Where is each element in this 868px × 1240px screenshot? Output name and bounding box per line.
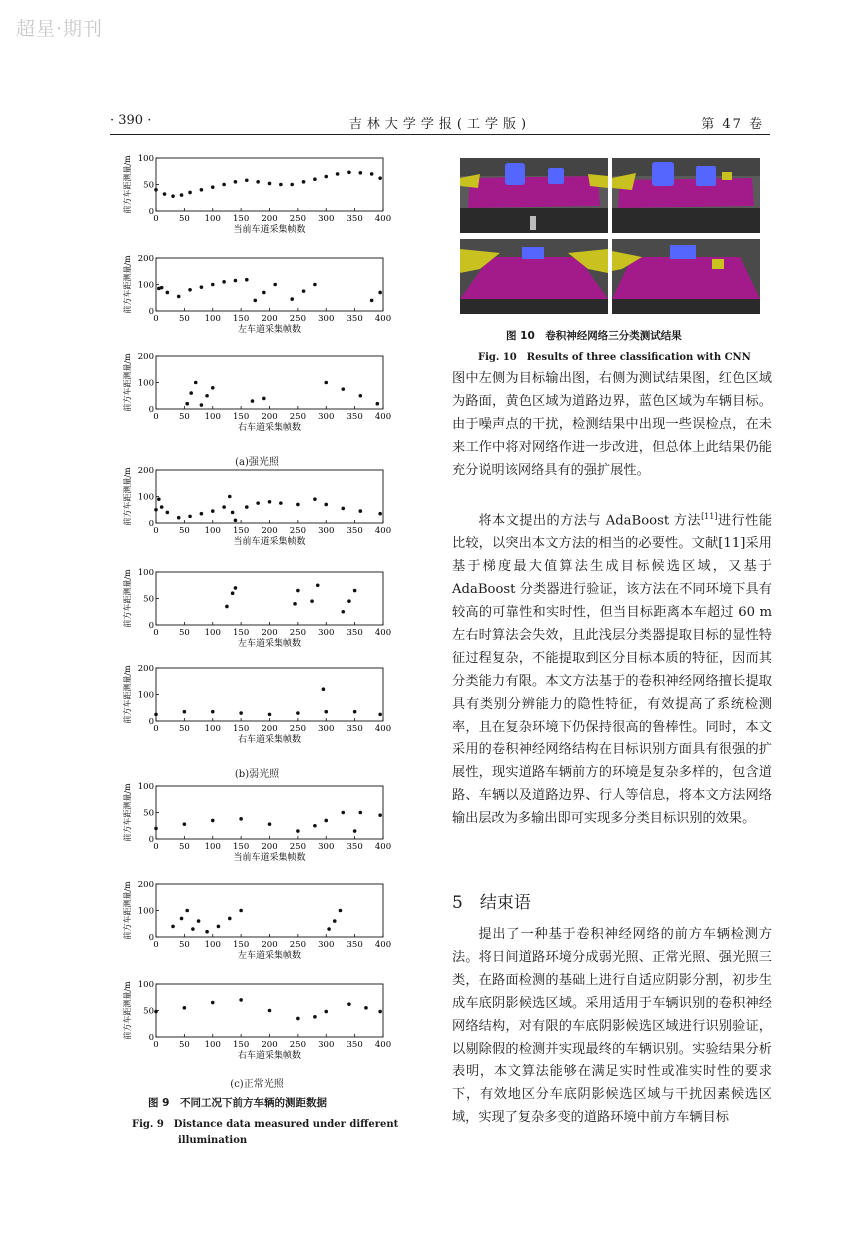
- running-header: [110, 110, 770, 134]
- page-number: · 390 ·: [110, 113, 152, 128]
- data-point: [188, 191, 192, 195]
- data-point: [327, 927, 331, 931]
- data-point: [197, 919, 201, 923]
- x-tick-label: 300: [318, 314, 335, 324]
- data-point: [324, 819, 328, 823]
- y-tick-label: 0: [148, 835, 154, 845]
- data-point: [268, 822, 272, 826]
- data-point: [154, 508, 158, 512]
- data-point: [378, 713, 382, 717]
- x-tick-label: 250: [289, 1040, 306, 1050]
- data-point: [296, 829, 300, 833]
- x-tick-label: 100: [204, 628, 221, 638]
- x-tick-label: 200: [261, 842, 278, 852]
- group-label-b: (b)弱光照: [234, 769, 280, 780]
- figure-10-caption-cn: 图 10 卷积神经网络三分类测试结果: [506, 330, 682, 342]
- distance-plot-a1: [122, 152, 392, 241]
- data-point: [268, 182, 272, 186]
- x-tick-label: 0: [153, 628, 159, 638]
- x-tick-label: 300: [318, 412, 335, 422]
- x-tick-label: 50: [178, 842, 190, 852]
- x-tick-label: 400: [374, 1040, 392, 1050]
- data-point: [239, 817, 243, 821]
- x-tick-label: 250: [289, 526, 306, 536]
- data-point: [268, 713, 272, 717]
- watermark: 超星·期刊: [16, 18, 104, 40]
- x-tick-label: 150: [233, 724, 250, 734]
- data-point: [239, 909, 243, 913]
- data-point: [353, 710, 357, 714]
- data-point: [154, 827, 158, 831]
- data-point: [256, 180, 260, 184]
- data-point: [185, 909, 189, 913]
- y-tick-label: 0: [148, 519, 154, 529]
- y-tick-label: 0: [148, 717, 154, 727]
- y-axis-label: 前方车距测量/m: [123, 665, 132, 724]
- y-axis-label: 前方车距测量/m: [123, 467, 132, 526]
- x-tick-label: 350: [346, 214, 363, 224]
- data-point: [245, 178, 249, 182]
- data-point: [290, 183, 294, 187]
- x-tick-label: 350: [346, 628, 363, 638]
- x-axis-label: 左车道采集帧数: [237, 951, 302, 961]
- data-point: [222, 505, 226, 509]
- data-point: [183, 822, 187, 826]
- data-point: [290, 297, 294, 301]
- x-tick-label: 250: [289, 314, 306, 324]
- figure-9-caption-en-2: illumination: [178, 1135, 248, 1146]
- data-point: [341, 387, 345, 391]
- data-point: [268, 1009, 272, 1013]
- x-tick-label: 250: [289, 412, 306, 422]
- data-point: [231, 511, 235, 515]
- figure-10-caption-en: Fig. 10 Results of three classification with CNN: [478, 352, 751, 363]
- road-scene-3: [460, 239, 608, 314]
- x-tick-label: 350: [346, 412, 363, 422]
- data-point: [163, 192, 167, 196]
- x-axis-label: 当前车道采集帧数: [233, 853, 306, 863]
- data-point: [359, 509, 363, 513]
- data-point: [364, 1006, 368, 1010]
- x-tick-label: 150: [233, 314, 250, 324]
- x-tick-label: 0: [153, 1040, 159, 1050]
- data-point: [211, 185, 215, 189]
- data-point: [262, 397, 266, 401]
- data-point: [347, 171, 351, 175]
- data-point: [188, 515, 192, 519]
- data-point: [251, 399, 255, 403]
- x-tick-label: 350: [346, 526, 363, 536]
- distance-plot-a3: [122, 350, 392, 439]
- x-axis-label: 左车道采集帧数: [237, 325, 302, 335]
- plot-frame: [156, 786, 383, 839]
- x-tick-label: 250: [289, 842, 306, 852]
- y-axis-label: 前方车距测量/m: [123, 981, 132, 1040]
- plot-frame: [156, 884, 383, 937]
- data-point: [316, 583, 320, 587]
- data-point: [177, 295, 181, 299]
- plot-frame: [156, 356, 383, 409]
- data-point: [313, 283, 317, 287]
- y-tick-label: 0: [148, 405, 154, 415]
- data-point: [245, 278, 249, 282]
- road-scene-4: [612, 239, 760, 314]
- figure-9-caption-en: Fig. 9 Distance data measured under different: [132, 1119, 399, 1130]
- data-point: [296, 589, 300, 593]
- data-point: [376, 402, 380, 406]
- x-tick-label: 300: [318, 526, 335, 536]
- header-rule: [110, 134, 770, 135]
- plot-frame: [156, 258, 383, 311]
- data-point: [353, 829, 357, 833]
- y-tick-label: 0: [148, 1033, 154, 1043]
- x-tick-label: 250: [289, 214, 306, 224]
- x-tick-label: 400: [374, 940, 392, 950]
- x-tick-label: 250: [289, 724, 306, 734]
- data-point: [359, 394, 363, 398]
- data-point: [171, 925, 175, 929]
- data-point: [347, 1002, 351, 1006]
- paragraph-2: 将本文提出的方法与 AdaBoost 方法[11]进行性能比较，以突出本文方法的相当的必要性。文献[11]采用基于梯度最大值算法生成目标候选区域，又基于 AdaBoost 分类器进行验证，该方法在不同环境下具有较高的可靠性和实时性，但当目标距离本车超过 60 m 左右时算法会失效，且此浅层分类器提取目标的显性特征过程复杂，不能提取到区分目标本质的特征，因而其分类能力有限。本文方法基于的卷积神经网络擅长提取具有类别分辨能力的隐性特征，有效提高了系统检测率，且在复杂环境下仍保持很高的鲁棒性。同时，本文采用的卷积神经网络结构在目标识别方面具有很强的扩展性，现实道路车辆前方的环境是复杂多样的，包含道路、车辆以及道路边界、行人等信息，将本文方法网络输出层改为多输出即可实现多分类目标识别的效果。: [452, 512, 773, 827]
- x-tick-label: 400: [374, 724, 392, 734]
- data-point: [234, 586, 238, 590]
- x-tick-label: 50: [178, 214, 190, 224]
- y-tick-label: 100: [137, 154, 154, 164]
- plot-frame: [156, 572, 383, 625]
- x-tick-label: 50: [178, 628, 190, 638]
- data-point: [205, 394, 209, 398]
- figure-9-caption-cn: 图 9 不同工况下前方车辆的测距数据: [148, 1097, 327, 1109]
- data-point: [194, 381, 198, 385]
- distance-plot-b2: [122, 566, 392, 655]
- x-axis-label: 当前车道采集帧数: [233, 225, 306, 235]
- y-tick-label: 50: [143, 808, 154, 819]
- y-tick-label: 100: [137, 906, 154, 917]
- y-axis-label: 前方车距测量/m: [123, 155, 132, 214]
- x-tick-label: 400: [374, 314, 392, 324]
- data-point: [200, 285, 204, 289]
- data-point: [200, 512, 204, 516]
- x-tick-label: 400: [374, 842, 392, 852]
- x-tick-label: 200: [261, 940, 278, 950]
- data-point: [154, 188, 158, 192]
- x-tick-label: 50: [178, 526, 190, 536]
- data-point: [313, 177, 317, 181]
- x-tick-label: 0: [153, 940, 159, 950]
- x-tick-label: 200: [261, 214, 278, 224]
- data-point: [211, 283, 215, 287]
- y-axis-label: 前方车距测量/m: [123, 353, 132, 412]
- distance-plot-c3: [122, 978, 392, 1067]
- data-point: [378, 291, 382, 295]
- data-point: [341, 811, 345, 815]
- x-tick-label: 300: [318, 842, 335, 852]
- y-tick-label: 200: [137, 664, 154, 674]
- journal-title: 吉林大学学报(工学版): [348, 117, 532, 132]
- y-tick-label: 50: [143, 180, 154, 191]
- data-point: [228, 917, 232, 921]
- x-tick-label: 300: [318, 214, 335, 224]
- x-tick-label: 150: [233, 628, 250, 638]
- y-tick-label: 50: [143, 1006, 154, 1017]
- data-point: [324, 1010, 328, 1014]
- data-point: [378, 176, 382, 180]
- data-point: [189, 391, 193, 395]
- x-tick-label: 150: [233, 412, 250, 422]
- data-point: [378, 512, 382, 516]
- data-point: [324, 175, 328, 179]
- data-point: [166, 291, 170, 295]
- x-tick-label: 100: [204, 214, 221, 224]
- data-point: [234, 519, 238, 523]
- data-point: [231, 591, 235, 595]
- x-tick-label: 150: [233, 526, 250, 536]
- road-scene-1: [460, 158, 608, 233]
- x-tick-label: 200: [261, 526, 278, 536]
- data-point: [234, 279, 238, 283]
- x-tick-label: 50: [178, 1040, 190, 1050]
- data-point: [234, 180, 238, 184]
- figure-10-images: [460, 158, 760, 316]
- data-point: [302, 180, 306, 184]
- data-point: [273, 283, 277, 287]
- data-point: [183, 1006, 187, 1010]
- distance-plot-b3: [122, 662, 392, 751]
- data-point: [177, 516, 181, 520]
- y-tick-label: 50: [143, 594, 154, 605]
- data-point: [256, 501, 260, 505]
- y-tick-label: 0: [148, 207, 154, 217]
- data-point: [262, 291, 266, 295]
- x-tick-label: 400: [374, 526, 392, 536]
- data-point: [268, 500, 272, 504]
- data-point: [359, 171, 363, 175]
- data-point: [239, 711, 243, 715]
- x-tick-label: 100: [204, 314, 221, 324]
- x-tick-label: 200: [261, 1040, 278, 1050]
- data-point: [211, 1001, 215, 1005]
- x-axis-label: 当前车道采集帧数: [233, 537, 306, 547]
- data-point: [296, 711, 300, 715]
- data-point: [313, 1015, 317, 1019]
- y-axis-label: 前方车距测量/m: [123, 255, 132, 314]
- data-point: [370, 172, 374, 176]
- y-tick-label: 100: [137, 980, 154, 990]
- data-point: [211, 819, 215, 823]
- x-tick-label: 0: [153, 412, 159, 422]
- x-tick-label: 350: [346, 1040, 363, 1050]
- x-tick-label: 0: [153, 842, 159, 852]
- cnn-image-test-1: [612, 158, 760, 233]
- y-tick-label: 0: [148, 933, 154, 943]
- data-point: [347, 599, 351, 603]
- data-point: [200, 403, 204, 407]
- cnn-image-output-1: [460, 158, 608, 233]
- x-tick-label: 100: [204, 412, 221, 422]
- data-point: [279, 183, 283, 187]
- data-point: [154, 1010, 158, 1014]
- x-tick-label: 200: [261, 314, 278, 324]
- x-tick-label: 350: [346, 314, 363, 324]
- data-point: [157, 497, 161, 501]
- cnn-image-test-2: [612, 239, 760, 314]
- x-tick-label: 150: [233, 940, 250, 950]
- y-axis-label: 前方车距测量/m: [123, 569, 132, 628]
- data-point: [324, 381, 328, 385]
- data-point: [160, 505, 164, 509]
- data-point: [225, 605, 229, 609]
- data-point: [205, 930, 209, 934]
- y-tick-label: 200: [137, 880, 154, 890]
- y-tick-label: 100: [137, 690, 154, 701]
- cnn-image-output-2: [460, 239, 608, 314]
- x-tick-label: 100: [204, 1040, 221, 1050]
- paragraph-3: 提出了一种基于卷积神经网络的前方车辆检测方法。将日间道路环境分成弱光照、正常光照、强光照三类，在路面检测的基础上进行自适应阴影分割，初步生成车底阴影候选区域。采用适用于车辆识别的卷积神经网络结构，对有限的车底阴影候选区域进行识别验证，以剔除假的检测并实现最终的车辆识别。实验结果分析表明，本文算法能够在满足实时性或准实时性的要求下，有效地区分车底阴影候选区域与干扰因素候选区域，实现了复杂多变的道路环境中前方车辆目标: [452, 927, 772, 1126]
- data-point: [333, 919, 337, 923]
- x-tick-label: 0: [153, 314, 159, 324]
- data-point: [211, 386, 215, 390]
- group-label-c: (c)正常光照: [230, 1079, 284, 1090]
- x-axis-label: 右车道采集帧数: [237, 423, 302, 433]
- x-tick-label: 300: [318, 724, 335, 734]
- distance-plot-c1: [122, 780, 392, 869]
- data-point: [336, 172, 340, 176]
- section-heading: 5 结束语: [452, 893, 531, 913]
- y-tick-label: 100: [137, 568, 154, 578]
- data-point: [154, 713, 158, 717]
- data-point: [341, 610, 345, 614]
- y-tick-label: 200: [137, 466, 154, 476]
- y-tick-label: 100: [137, 378, 154, 389]
- data-point: [180, 917, 184, 921]
- data-point: [370, 299, 374, 303]
- x-tick-label: 350: [346, 842, 363, 852]
- x-tick-label: 250: [289, 940, 306, 950]
- y-tick-label: 100: [137, 492, 154, 503]
- data-point: [211, 509, 215, 513]
- x-tick-label: 200: [261, 628, 278, 638]
- y-tick-label: 100: [137, 280, 154, 291]
- x-tick-label: 200: [261, 724, 278, 734]
- data-point: [239, 998, 243, 1002]
- y-axis-label: 前方车距测量/m: [123, 783, 132, 842]
- data-point: [188, 288, 192, 292]
- data-point: [359, 811, 363, 815]
- data-point: [222, 183, 226, 187]
- data-point: [185, 402, 189, 406]
- x-tick-label: 100: [204, 724, 221, 734]
- x-tick-label: 300: [318, 1040, 335, 1050]
- data-point: [254, 299, 258, 303]
- x-tick-label: 200: [261, 412, 278, 422]
- x-tick-label: 50: [178, 724, 190, 734]
- x-tick-label: 400: [374, 412, 392, 422]
- data-point: [341, 507, 345, 511]
- x-tick-label: 0: [153, 214, 159, 224]
- data-point: [217, 925, 221, 929]
- data-point: [160, 286, 164, 290]
- data-point: [279, 501, 283, 505]
- data-point: [324, 503, 328, 507]
- y-axis-label: 前方车距测量/m: [123, 881, 132, 940]
- x-tick-label: 400: [374, 628, 392, 638]
- x-tick-label: 250: [289, 628, 306, 638]
- data-point: [313, 824, 317, 828]
- x-tick-label: 150: [233, 842, 250, 852]
- data-point: [171, 194, 175, 198]
- x-tick-label: 50: [178, 314, 190, 324]
- data-point: [324, 710, 328, 714]
- data-point: [183, 710, 187, 714]
- data-point: [200, 188, 204, 192]
- volume-label: 第 47 卷: [701, 117, 764, 132]
- data-point: [222, 280, 226, 284]
- y-tick-label: 200: [137, 254, 154, 264]
- data-point: [180, 193, 184, 197]
- data-point: [313, 497, 317, 501]
- data-point: [378, 813, 382, 817]
- data-point: [228, 495, 232, 499]
- y-tick-label: 100: [137, 782, 154, 792]
- x-axis-label: 左车道采集帧数: [237, 639, 302, 649]
- x-tick-label: 150: [233, 214, 250, 224]
- data-point: [293, 602, 297, 606]
- x-tick-label: 100: [204, 842, 221, 852]
- data-point: [211, 710, 215, 714]
- x-tick-label: 150: [233, 1040, 250, 1050]
- distance-plot-b1: [122, 464, 392, 553]
- x-tick-label: 0: [153, 724, 159, 734]
- x-tick-label: 0: [153, 526, 159, 536]
- x-tick-label: 400: [374, 214, 392, 224]
- data-point: [191, 927, 195, 931]
- distance-plot-c2: [122, 878, 392, 967]
- data-point: [166, 511, 170, 515]
- x-tick-label: 100: [204, 526, 221, 536]
- x-tick-label: 50: [178, 412, 190, 422]
- data-point: [302, 289, 306, 293]
- data-point: [245, 505, 249, 509]
- data-point: [296, 1017, 300, 1021]
- data-point: [296, 503, 300, 507]
- y-tick-label: 200: [137, 352, 154, 362]
- distance-plot-a2: [122, 252, 392, 341]
- y-tick-label: 0: [148, 621, 154, 631]
- x-tick-label: 300: [318, 940, 335, 950]
- data-point: [353, 589, 357, 593]
- x-tick-label: 100: [204, 940, 221, 950]
- x-tick-label: 350: [346, 940, 363, 950]
- x-tick-label: 350: [346, 724, 363, 734]
- data-point: [339, 909, 343, 913]
- data-point: [378, 1010, 382, 1014]
- y-tick-label: 0: [148, 307, 154, 317]
- road-scene-2: [612, 158, 760, 233]
- group-label-a: (a)强光照: [235, 457, 279, 468]
- data-point: [322, 687, 326, 691]
- data-point: [310, 599, 314, 603]
- paragraph-1: 图中左侧为目标输出图，右侧为测试结果图，红色区域为路面，黄色区域为道路边界，蓝色区域为车辆目标。由于噪声点的干扰，检测结果中出现一些误检点，在未来工作中将对网络作进一步改进，但总体上此结果仍能充分说明该网络具有的强扩展性。: [452, 371, 772, 478]
- x-tick-label: 300: [318, 628, 335, 638]
- x-tick-label: 50: [178, 940, 190, 950]
- x-axis-label: 右车道采集帧数: [237, 735, 302, 745]
- x-axis-label: 右车道采集帧数: [237, 1051, 302, 1061]
